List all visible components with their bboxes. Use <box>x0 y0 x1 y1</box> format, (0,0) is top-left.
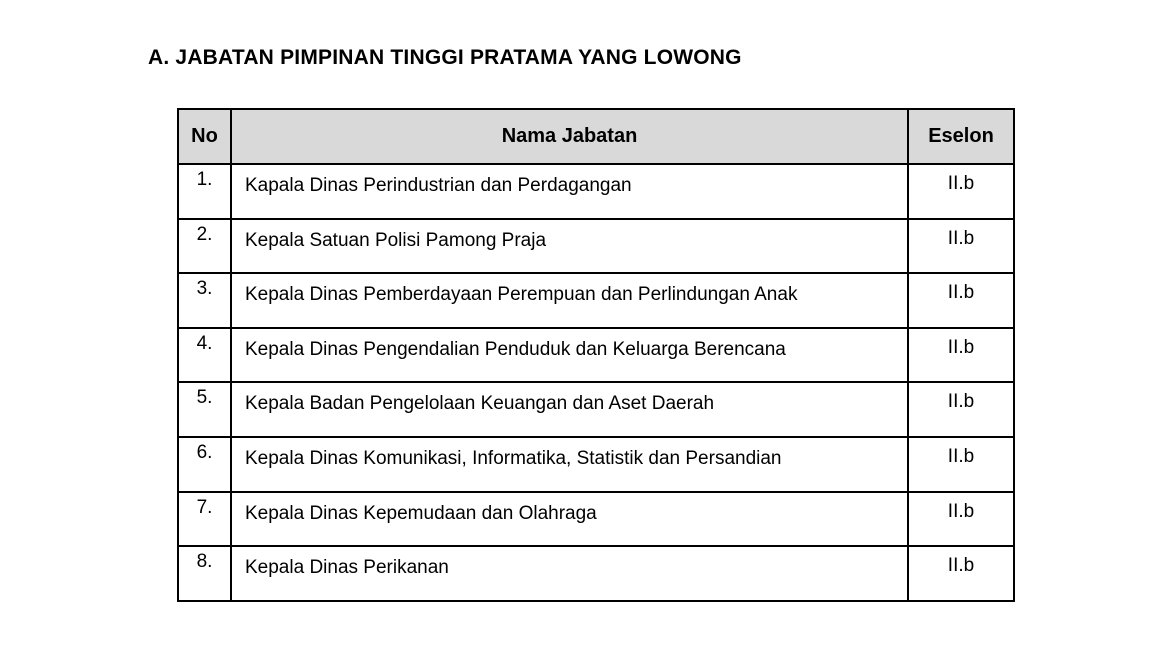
table-row <box>178 164 1014 219</box>
eselon-cell: II.b <box>908 219 1014 274</box>
row-number-cell: 1. <box>178 164 231 219</box>
column-header-nama-jabatan: Nama Jabatan <box>231 109 908 164</box>
table-row <box>178 437 1014 492</box>
position-name-cell: Kepala Dinas Kepemudaan dan Olahraga <box>231 492 908 547</box>
row-number-cell: 5. <box>178 382 231 437</box>
position-name-cell: Kepala Dinas Pemberdayaan Perempuan dan Perlindungan Anak <box>231 273 908 328</box>
eselon-cell: II.b <box>908 546 1014 601</box>
eselon-cell: II.b <box>908 382 1014 437</box>
position-name-cell: Kepala Dinas Komunikasi, Informatika, Statistik dan Persandian <box>231 437 908 492</box>
table-row <box>178 219 1014 274</box>
row-number-cell: 4. <box>178 328 231 383</box>
table-row <box>178 328 1014 383</box>
vacancy-table <box>177 108 1015 602</box>
position-name-cell: Kepala Dinas Perikanan <box>231 546 908 601</box>
column-header-eselon: Eselon <box>908 109 1014 164</box>
position-name-cell: Kepala Badan Pengelolaan Keuangan dan Aset Daerah <box>231 382 908 437</box>
row-number-cell: 6. <box>178 437 231 492</box>
row-number-cell: 2. <box>178 219 231 274</box>
eselon-cell: II.b <box>908 273 1014 328</box>
row-number-cell: 8. <box>178 546 231 601</box>
position-name-cell: Kepala Dinas Pengendalian Penduduk dan Keluarga Berencana <box>231 328 908 383</box>
eselon-cell: II.b <box>908 437 1014 492</box>
section-title: A. JABATAN PIMPINAN TINGGI PRATAMA YANG LOWONG <box>148 46 742 69</box>
position-name-cell: Kepala Satuan Polisi Pamong Praja <box>231 219 908 274</box>
table-row <box>178 546 1014 601</box>
table-header <box>178 109 1014 164</box>
table-header-row <box>178 109 1014 164</box>
row-number-cell: 3. <box>178 273 231 328</box>
eselon-cell: II.b <box>908 328 1014 383</box>
table-row <box>178 492 1014 547</box>
table-row <box>178 273 1014 328</box>
column-header-no: No <box>178 109 231 164</box>
eselon-cell: II.b <box>908 492 1014 547</box>
row-number-cell: 7. <box>178 492 231 547</box>
table-row <box>178 382 1014 437</box>
table-body <box>178 164 1014 601</box>
eselon-cell: II.b <box>908 164 1014 219</box>
position-name-cell: Kapala Dinas Perindustrian dan Perdagangan <box>231 164 908 219</box>
